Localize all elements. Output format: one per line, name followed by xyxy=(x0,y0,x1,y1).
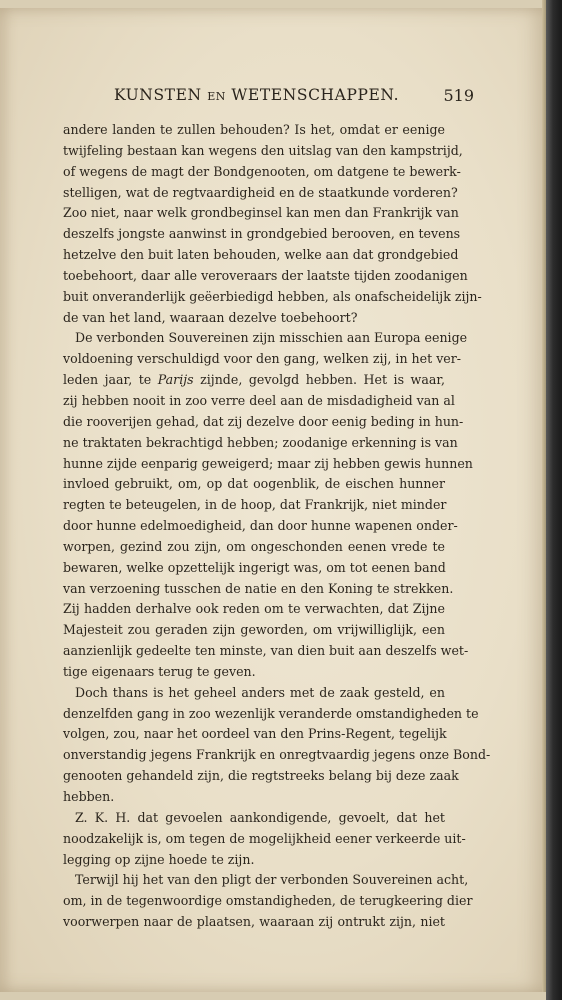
text-line: ne traktaten bekrachtigd hebben; zoodanige erkenning is van xyxy=(63,434,458,450)
text-line: Majesteit zou geraden zijn geworden, om vrijwilliglijk, een xyxy=(63,622,445,638)
scan-dark-border xyxy=(546,0,562,1000)
text-line: volgen, zou, naar het oordeel van den Prins-Regent, tegelijk xyxy=(63,726,447,742)
text-line: toebehoort, daar alle veroveraars der laatste tijden zoodanigen xyxy=(63,267,468,283)
running-head-part-1: KUNSTEN xyxy=(114,86,208,104)
text-line: De verbonden Souvereinen zijn misschien aan Europa eenige xyxy=(75,330,468,346)
text-line: voorwerpen naar de plaatsen, waaraan zij ontrukt zijn, niet xyxy=(63,914,445,930)
text-line: genooten gehandeld zijn, die regtstreeks belang bij deze zaak xyxy=(63,768,459,784)
running-head-conjunction: EN xyxy=(207,90,226,103)
page-header xyxy=(114,86,474,108)
text-line: van verzoening tusschen de natie en den Koning te strekken. xyxy=(63,580,454,596)
text-line: de van het land, waaraan dezelve toebehoort? xyxy=(63,309,358,325)
text-line: zij hebben nooit in zoo verre deel aan de misdadigheid van al xyxy=(63,392,455,408)
text-line: of wegens de magt der Bondgenooten, om datgene te bewerk- xyxy=(63,163,461,179)
text-line: twijfeling bestaan kan wegens den uitslag van den kampstrijd, xyxy=(63,142,463,158)
running-head-part-2: WETENSCHAPPEN. xyxy=(225,86,400,104)
scan-top-margin xyxy=(0,0,546,8)
text-line: aanzienlijk gedeelte ten minste, van dien buit aan deszelfs wet- xyxy=(63,643,469,659)
text-line: onverstandig jegens Frankrijk en onregtvaardig jegens onze Bond- xyxy=(63,747,491,763)
text-line: tige eigenaars terug te geven. xyxy=(63,663,256,679)
text-line: deszelfs jongste aanwinst in grondgebied berooven, en tevens xyxy=(63,226,461,242)
text-line: leden jaar, te Parijs zijnde, gevolgd hebben. Het is waar, xyxy=(63,372,445,388)
text-line: Terwijl hij het van den pligt der verbonden Souvereinen acht, xyxy=(75,872,469,888)
page-number: 519 xyxy=(443,86,474,105)
text-line: door hunne edelmoedigheid, dan door hunne wapenen onder- xyxy=(63,518,458,534)
text-line: hetzelve den buit laten behouden, welke aan dat grondgebied xyxy=(63,247,459,263)
running-head xyxy=(114,86,399,104)
text-line: Z. K. H. dat gevoelen aankondigende, gevoelt, dat het xyxy=(75,809,445,825)
text-line: worpen, gezind zou zijn, om ongeschonden eenen vrede te xyxy=(63,538,445,554)
body-text xyxy=(63,120,491,933)
text-line: legging op zijne hoede te zijn. xyxy=(63,851,255,867)
text-line: om, in de tegenwoordige omstandigheden, de terugkeering dier xyxy=(63,893,473,909)
text-line: voldoening verschuldigd voor den gang, welken zij, in het ver- xyxy=(63,351,462,367)
text-line: hunne zijde eenparig geweigerd; maar zij hebben gewis hunnen xyxy=(63,455,473,471)
text-line: Doch thans is het geheel anders met de zaak gesteld, en xyxy=(75,684,445,700)
text-line: andere landen te zullen behouden? Is het, omdat er eenige xyxy=(63,122,445,137)
text-line: denzelfden gang in zoo wezenlijk veranderde omstandigheden te xyxy=(63,705,479,721)
text-line: stelligen, wat de regtvaardigheid en de staatkunde vorderen? xyxy=(63,184,458,200)
text-line: bewaren, welke opzettelijk ingerigt was, om tot eenen band xyxy=(63,559,446,575)
scan-bottom-margin xyxy=(0,992,546,1000)
text-line: noodzakelijk is, om tegen de mogelijkheid eener verkeerde uit- xyxy=(63,830,466,846)
text-line: buit onveranderlijk geëerbiedigd hebben, als onafscheidelijk zijn- xyxy=(63,288,482,304)
text-line: regten te beteugelen, in de hoop, dat Frankrijk, niet minder xyxy=(63,497,447,513)
text-line: hebben. xyxy=(63,789,115,804)
text-line: die rooverijen gehad, dat zij dezelve door eenig beding in hun- xyxy=(63,413,464,429)
text-line: Zoo niet, naar welk grondbeginsel kan men dan Frankrijk van xyxy=(63,205,459,221)
text-line: Zij hadden derhalve ook reden om te verwachten, dat Zijne xyxy=(63,601,445,617)
italic-word: Parijs xyxy=(157,372,194,388)
text-line: invloed gebruikt, om, op dat oogenblik, de eischen hunner xyxy=(63,476,445,492)
